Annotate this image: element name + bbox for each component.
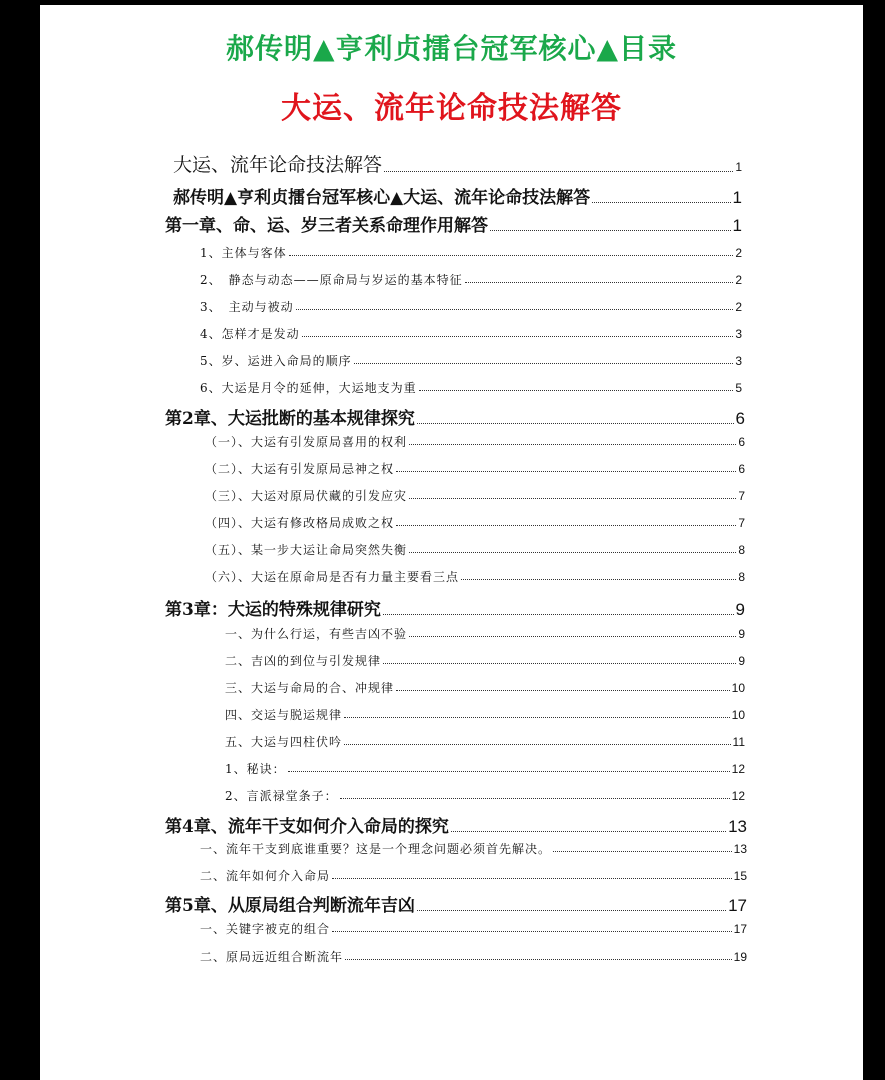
toc-entry[interactable]	[165, 812, 747, 837]
toc-dot-leader	[332, 931, 732, 932]
toc-entry-title: 1、秘诀：	[225, 762, 286, 776]
toc-entry-title: 四、交运与脱运规律	[225, 708, 343, 722]
toc-page-number: 9	[738, 627, 745, 641]
toc-page-number: 6	[735, 409, 745, 428]
toc-page-number: 10	[731, 681, 745, 695]
toc-entry[interactable]	[200, 244, 742, 261]
toc-page-number: 9	[738, 654, 745, 668]
toc-page-number: 6	[738, 462, 745, 476]
toc-page-number: 8	[738, 570, 745, 584]
toc-dot-leader	[490, 230, 731, 231]
toc-dot-leader	[340, 798, 730, 799]
toc-dot-leader	[417, 423, 734, 424]
toc-dot-leader	[417, 910, 726, 911]
toc-entry-title: 二、吉凶的到位与引发规律	[225, 654, 382, 668]
toc-dot-leader	[396, 690, 730, 691]
toc-entry-title: 三、大运与命局的合、冲规律	[225, 681, 395, 695]
toc-dot-leader	[461, 579, 736, 580]
toc-entry[interactable]	[173, 150, 742, 177]
toc-page-number: 2	[735, 246, 742, 260]
toc-entry-title: 5、岁、运进入命局的顺序	[200, 354, 352, 368]
toc-entry[interactable]	[225, 652, 745, 669]
toc-page-number: 2	[735, 273, 742, 287]
toc-dot-leader	[409, 552, 736, 553]
toc-entry-title: 3、 主动与被动	[200, 300, 294, 314]
toc-entry-title: 一、关键字被克的组合	[200, 922, 331, 936]
toc-page-number: 8	[738, 543, 745, 557]
toc-entry[interactable]	[205, 487, 745, 504]
toc-dot-leader	[344, 717, 730, 718]
toc-dot-leader	[396, 471, 736, 472]
toc-dot-leader	[345, 959, 732, 960]
toc-entry-title: 4、怎样才是发动	[200, 327, 300, 341]
toc-entry[interactable]	[225, 733, 745, 750]
toc-dot-leader	[592, 202, 730, 203]
toc-dot-leader	[451, 831, 726, 832]
toc-page-number: 2	[735, 300, 742, 314]
toc-page-number: 1	[735, 160, 742, 174]
toc-entry[interactable]	[225, 760, 745, 777]
toc-page-number: 17	[733, 922, 747, 936]
toc-page-number: 5	[735, 381, 742, 395]
toc-entry[interactable]	[165, 211, 742, 236]
toc-page-number: 10	[731, 708, 745, 722]
toc-entry[interactable]	[225, 679, 745, 696]
toc-page-number: 13	[733, 842, 747, 856]
toc-entry[interactable]	[225, 787, 745, 804]
toc-dot-leader	[302, 336, 734, 337]
toc-entry-title: 二、流年如何介入命局	[200, 869, 331, 883]
toc-page-number: 6	[738, 435, 745, 449]
document-subtitle: 大运、流年论命技法解答	[281, 91, 622, 126]
toc-page-number: 13	[728, 817, 747, 836]
toc-entry-title: 2、 静态与动态——原命局与岁运的基本特征	[200, 273, 463, 287]
toc-dot-leader	[344, 744, 731, 745]
toc-entry-title: 1、主体与客体	[200, 246, 287, 260]
toc-page-number: 7	[738, 489, 745, 503]
toc-entry[interactable]	[205, 433, 745, 450]
toc-dot-leader	[409, 498, 736, 499]
toc-entry[interactable]	[225, 706, 745, 723]
toc-entry-title: （二）、大运有引发原局忌神之权	[205, 462, 395, 476]
toc-entry-title: 郝传明▲亨利贞擂台冠军核心▲大运、流年论命技法解答	[173, 188, 591, 208]
toc-dot-leader	[296, 309, 734, 310]
toc-entry-title: 第一章、命、运、岁三者关系命理作用解答	[165, 216, 488, 236]
toc-entry[interactable]	[200, 352, 742, 369]
toc-page-number: 12	[731, 789, 745, 803]
toc-entry[interactable]	[205, 541, 745, 558]
toc-entry-title: 一、为什么行运，有些吉凶不验	[225, 627, 408, 641]
toc-entry[interactable]	[200, 379, 742, 396]
toc-dot-leader	[383, 663, 736, 664]
toc-entry[interactable]	[200, 325, 742, 342]
toc-entry[interactable]	[165, 595, 745, 620]
toc-entry-title: 第5章、从原局组合判断流年吉凶	[165, 896, 415, 916]
toc-dot-leader	[396, 525, 736, 526]
toc-entry-title: 第2章、大运批断的基本规律探究	[165, 409, 415, 429]
toc-entry-title: 第3章：大运的特殊规律研究	[165, 600, 381, 620]
toc-entry[interactable]	[200, 840, 747, 857]
toc-entry[interactable]	[225, 625, 745, 642]
toc-entry-title: 6、大运是月令的延伸，大运地支为重	[200, 381, 417, 395]
toc-dot-leader	[354, 363, 734, 364]
toc-entry-title: （一）、大运有引发原局喜用的权利	[205, 435, 408, 449]
toc-page-number: 12	[731, 762, 745, 776]
toc-page-number: 3	[735, 327, 742, 341]
toc-dot-leader	[409, 636, 736, 637]
toc-entry[interactable]	[200, 920, 747, 937]
toc-dot-leader	[384, 171, 733, 172]
toc-entry[interactable]	[165, 891, 747, 916]
toc-dot-leader	[288, 771, 730, 772]
toc-entry-title: （四）、大运有修改格局成败之权	[205, 516, 395, 530]
toc-entry-title: 二、原局远近组合断流年	[200, 950, 344, 964]
toc-entry[interactable]	[200, 948, 747, 965]
document-title: 郝传明▲亨利贞擂台冠军核心▲目录	[225, 32, 678, 65]
toc-entry[interactable]	[165, 404, 745, 429]
toc-dot-leader	[409, 444, 736, 445]
toc-entry[interactable]	[205, 460, 745, 477]
toc-page-number: 3	[735, 354, 742, 368]
toc-dot-leader	[465, 282, 734, 283]
toc-page-number: 19	[733, 950, 747, 964]
toc-dot-leader	[289, 255, 734, 256]
toc-entry-title: 大运、流年论命技法解答	[173, 154, 383, 176]
toc-entry[interactable]	[205, 514, 745, 531]
toc-page-number: 7	[738, 516, 745, 530]
toc-entry-title: （六）、大运在原命局是否有力量主要看三点	[205, 570, 460, 584]
toc-page-number: 1	[732, 188, 742, 207]
toc-entry-title: （三）、大运对原局伏藏的引发应灾	[205, 489, 408, 503]
toc-entry-title: 一、流年干支到底谁重要？这是一个理念问题必须首先解决。	[200, 842, 552, 856]
toc-entry[interactable]	[200, 867, 747, 884]
toc-page-number: 9	[735, 600, 745, 619]
toc-page-number: 1	[732, 216, 742, 235]
toc-entry[interactable]	[205, 568, 745, 585]
toc-dot-leader	[419, 390, 734, 391]
toc-entry[interactable]	[200, 298, 742, 315]
toc-page-number: 15	[733, 869, 747, 883]
toc-entry[interactable]	[200, 271, 742, 288]
toc-dot-leader	[383, 614, 734, 615]
toc-entry-title: 五、大运与四柱伏吟	[225, 735, 343, 749]
toc-entry[interactable]	[173, 183, 742, 208]
toc-dot-leader	[553, 851, 732, 852]
document-page	[40, 5, 863, 1080]
toc-dot-leader	[332, 878, 732, 879]
toc-page-number: 17	[728, 896, 747, 915]
toc-entry-title: （五）、某一步大运让命局突然失衡	[205, 543, 408, 557]
toc-page-number: 11	[732, 735, 745, 749]
toc-entry-title: 第4章、流年干支如何介入命局的探究	[165, 817, 449, 837]
toc-entry-title: 2、言派禄堂条子：	[225, 789, 338, 803]
